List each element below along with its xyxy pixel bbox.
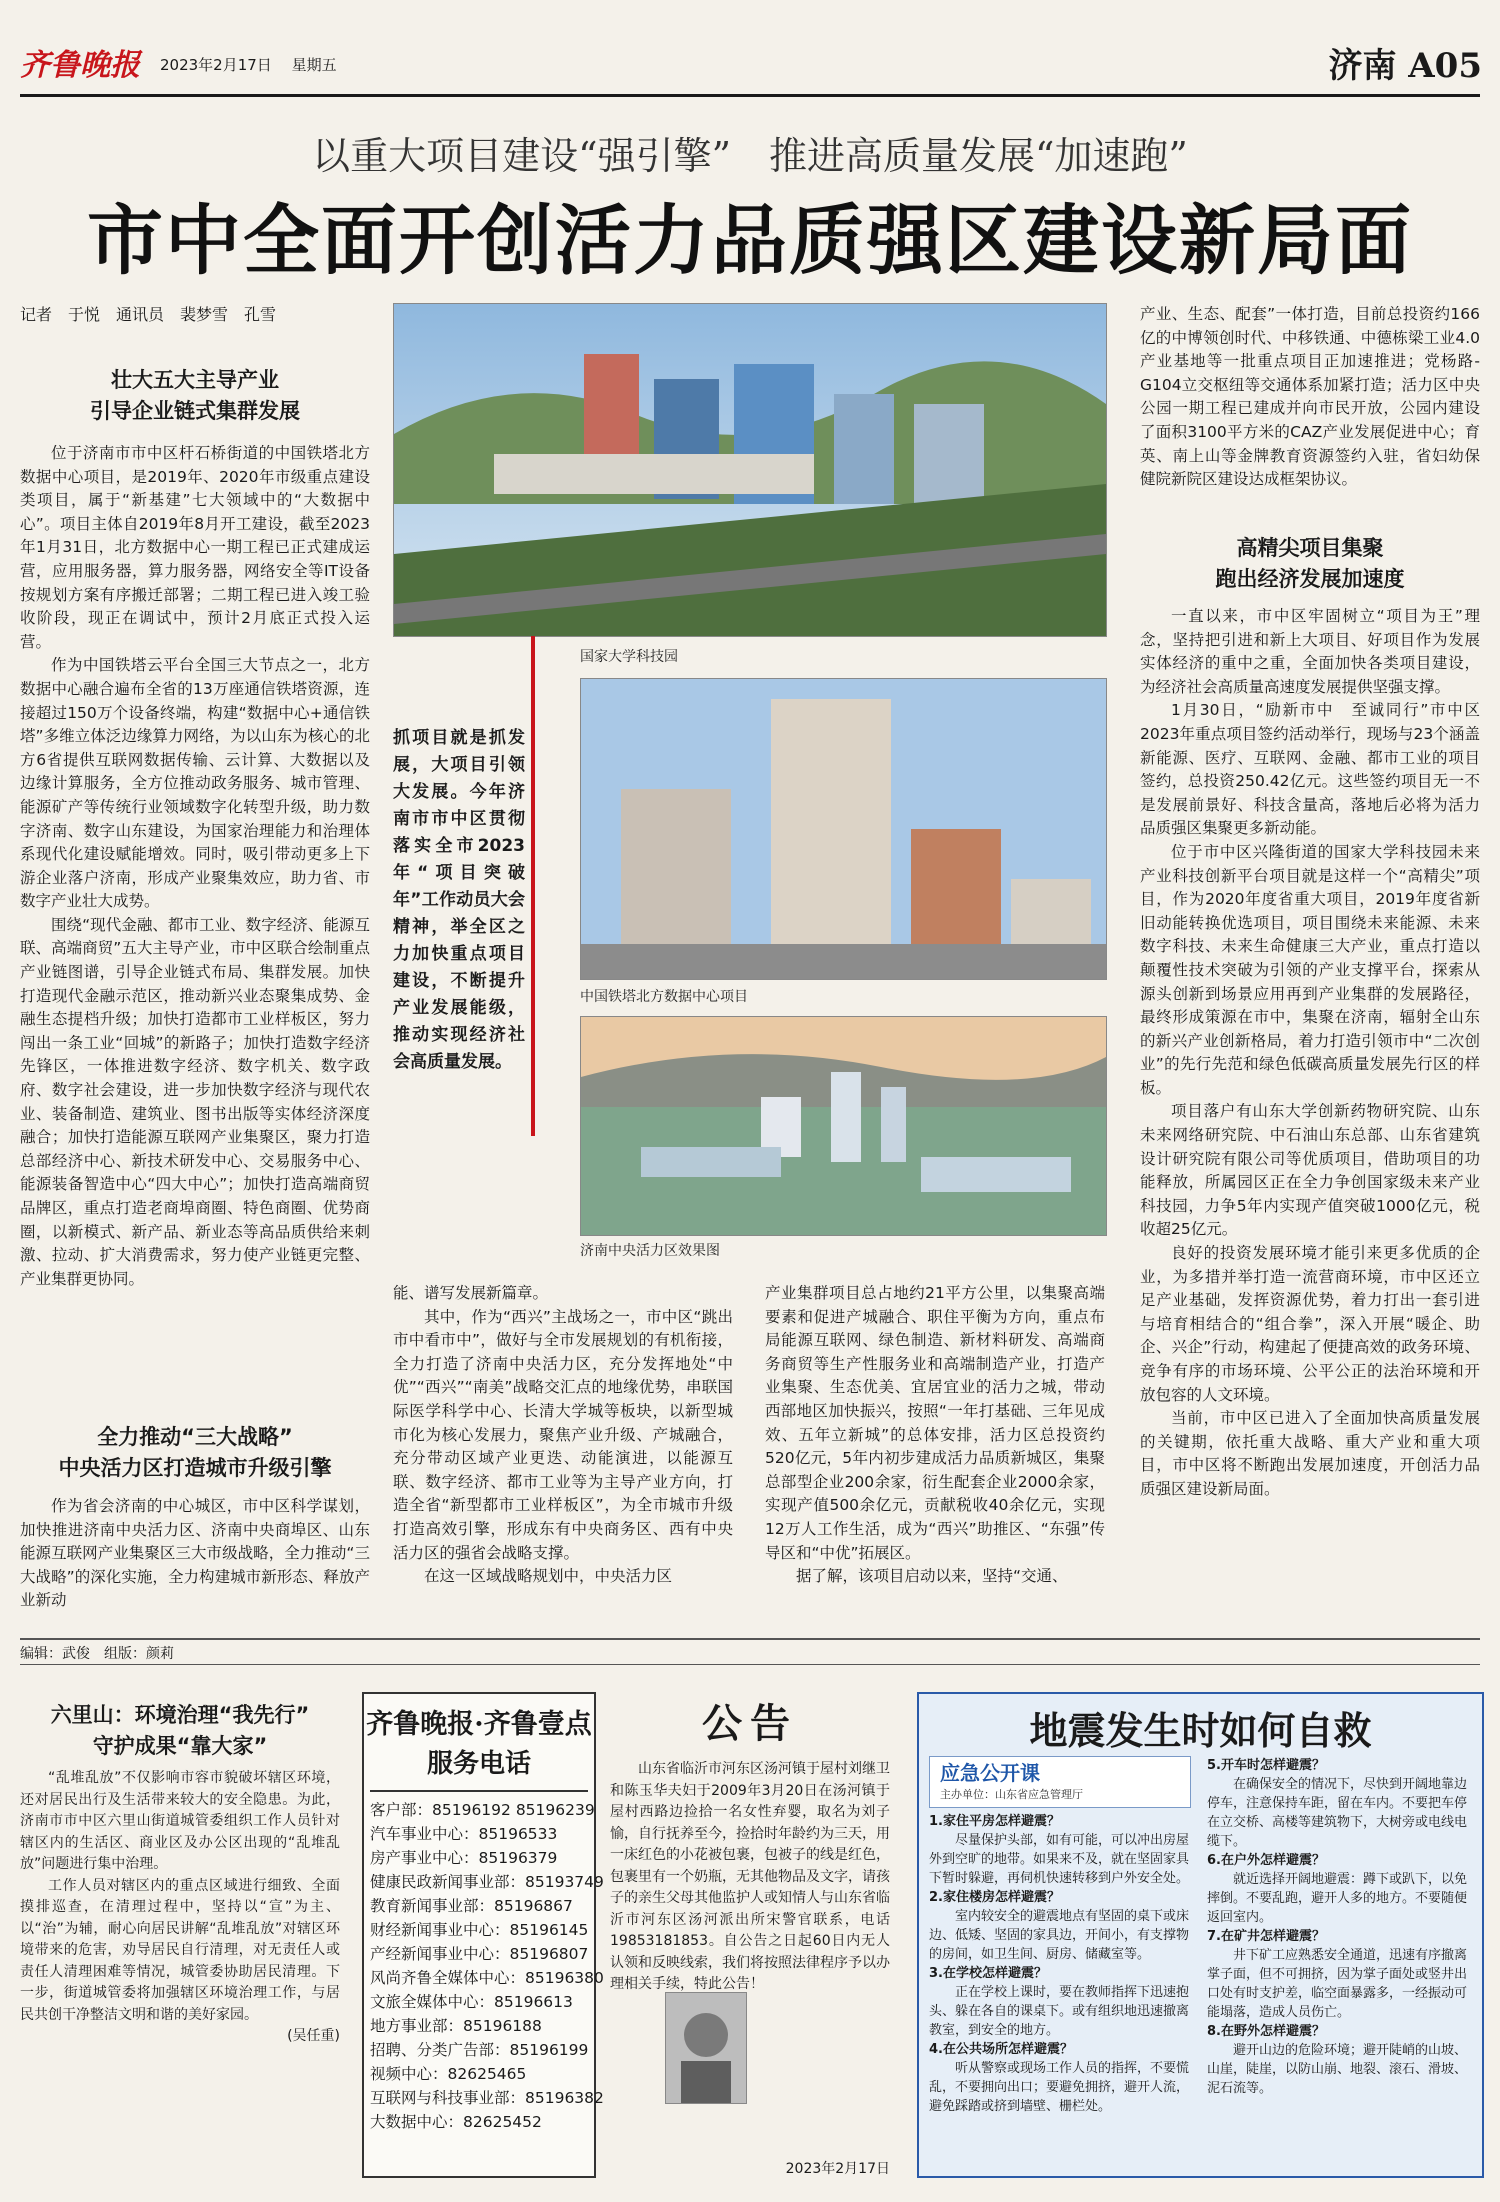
paragraph: 能、谱写发展新篇章。 [393, 1284, 549, 1302]
photo-caption: 国家大学科技园 [580, 649, 678, 665]
quake-host: 主办单位：山东省应急管理厅 [940, 1788, 1083, 1801]
quake-answer: 正在学校上课时，要在教师指挥下迅速抱头、躲在各自的课桌下。或有组织地迅速撤离教室，到安全的地方。 [929, 1985, 1190, 2038]
service-line: 视频中心：82625465 [370, 2065, 527, 2083]
paragraph: 位于济南市市中区杆石桥街道的中国铁塔北方数据中心项目，是2019年、2020年市级重点建设类项目，属于“新基建”七大领域中的“大数据中心”。项目主体自2019年8月开工建设，截至2023年1月31日，北方数据中心一期工程已正式建成运营，应用服务器，算力服务器，网络安全等IT设备按规划方案有序搬迁部署；二期工程已进入竣工验收阶段，现正在调试中，预计2月底正式投入运营。 [20, 444, 370, 651]
quake-answer: 听从警察或现场工作人员的指挥，不要慌乱，不要拥向出口；要避免拥挤，避开人流，避免踩踏或挤到墙壁、栅栏处。 [929, 2061, 1190, 2114]
cbd-render-image [581, 1017, 1106, 1235]
paragraph: 其中，作为“西兴”主战场之一，市中区“跳出市中看市中”，做好与全市发展规划的有机衔接，全力打造了济南中央活力区，充分发挥地处“中优”“西兴”“南美”战略交汇点的地缘优势，串联国际医学科学中心、长清大学城等板块，以新型城市化为核心发展力，聚焦产业升级、产城融合，充分带动区域产业更迭、动能演进，以能源互联、数字经济、都市工业等为主导产业方向，打造全省“新型都市工业样板区”，为全市城市升级打造高效引擎，形成东有中央商务区、西有中央活力区的强省会战略支撑。 [393, 1307, 733, 1562]
service-phone-box [362, 1692, 604, 2178]
service-list [370, 1790, 604, 2134]
pull-quote: 抓项目就是抓发展，大项目引领大发展。今年济南市市中区贯彻落实全市2023年“项目突破年”工作动员大会精神，举全区之力加快重点项目建设，不断提升产业发展能级，推动实现经济社会高质量发展。 [393, 728, 525, 1072]
notice-box [610, 1692, 890, 2177]
quake-question: 7.在矿井怎样避震？ [1207, 1929, 1325, 1944]
editor-line: 编辑：武俊 组版：颜莉 [20, 1646, 174, 1662]
service-line: 客户部：85196192 85196239 [370, 1801, 595, 1819]
quake-question: 3.在学校怎样避震？ [929, 1966, 1047, 1981]
photo-cbd-render [580, 1016, 1107, 1236]
section-divider [20, 1664, 1480, 1665]
section-heading-line: 壮大五大主导产业 [111, 368, 279, 392]
service-line: 招聘、分类广告部：85196199 [370, 2041, 589, 2059]
child-photo-image [666, 1993, 746, 2103]
paragraph: 项目落户有山东大学创新药物研究院、山东未来网络研究院、中石油山东总部、山东省建筑设计研究院有限公司等优质项目，借助项目的功能释放，所属园区正在全力争创国家级未来产业科技园，力争5年内实现产值突破1000亿元，税收超25亿元。 [1140, 1102, 1480, 1239]
section-divider [20, 1638, 1480, 1640]
headline-subtitle: 以重大项目建设“强引擎” 推进高质量发展“加速跑” [312, 134, 1188, 178]
section-heading-line: 全力推动“三大战略” [97, 1425, 293, 1449]
section-page [1328, 38, 1482, 87]
masthead-rule [20, 94, 1480, 97]
article-column-1 [20, 442, 370, 1442]
quake-answer: 室内较安全的避震地点有坚固的桌下或床边、低矮、坚固的家具边，开间小，有支撑物的房间，如卫生间、厨房、储藏室等。 [929, 1909, 1190, 1962]
quake-question: 5.开车时怎样避震？ [1207, 1758, 1325, 1773]
service-line: 健康民政新闻事业部：85193749 [370, 1873, 604, 1891]
service-line: 房产事业中心：85196379 [370, 1849, 558, 1867]
data-center-image [581, 679, 1106, 979]
section-heading-line: 中央活力区打造城市升级引擎 [58, 1456, 332, 1480]
brief-body [20, 1768, 340, 2178]
page-number: A05 [1408, 46, 1482, 86]
paragraph: 产业集群项目总占地约21平方公里，以集聚高端要素和促进产城融合、职住平衡为方向，重点布局能源互联网、绿色制造、新材料研发、高端商务商贸等生产性服务业和高端制造产业，打造产业集聚、生态优美、宜居宜业的活力之城，带动西部地区加快振兴，按照“一年打基础、三年见成效、五年立新城”的总体安排，活力区总投资约520亿元，5年内初步建成活力品质新城区，集聚总部型企业200余家，衍生配套企业2000余家，实现产值500余亿元，贡献税收40余亿元，实现12万人工作生活，成为“西兴”助推区、“东强”传导区和“中优”拓展区。 [765, 1284, 1105, 1562]
article-column-1b [20, 1495, 370, 1635]
issue-date [160, 54, 337, 75]
quake-answer: 就近选择开阔地避震：蹲下或趴下，以免摔倒。不要乱跑，避开人多的地方。不要随便返回室内。 [1207, 1872, 1468, 1925]
weekday-text: 星期五 [291, 56, 337, 74]
service-line: 文旅全媒体中心：85196613 [370, 1993, 573, 2011]
quake-answer: 在确保安全的情况下，尽快到开阔地靠边停车，注意保持车距，留在车内。不要把车停在立交桥、高楼等建筑物下，大树旁或电线电缆下。 [1207, 1777, 1468, 1849]
service-subtitle: 服务电话 [426, 1749, 531, 1779]
article-column-2 [393, 1282, 733, 1632]
quake-question: 2.家住楼房怎样避震？ [929, 1890, 1060, 1905]
brief-heading [20, 1700, 340, 1762]
service-line: 风尚齐鲁全媒体中心：85196380 [370, 1969, 604, 1987]
service-line: 大数据中心：82625452 [370, 2113, 542, 2131]
brief-heading-line: 守护成果“靠大家” [92, 1734, 268, 1758]
article-column-4 [1140, 303, 1480, 533]
notice-title: 公告 [702, 1700, 798, 1747]
quake-answer: 尽量保护头部，如有可能，可以冲出房屋外到空旷的地带。如果来不及，就在坚固家具下暂时躲避，再伺机快速转移到户外安全处。 [929, 1833, 1190, 1886]
service-line: 产经新闻事业中心：85196807 [370, 1945, 589, 1963]
section-heading-line: 引导企业链式集群发展 [90, 399, 300, 423]
byline: 记者 于悦 通讯员 裴梦雪 孔雪 [20, 305, 277, 324]
quake-answer: 井下矿工应熟悉安全通道，迅速有序撤离掌子面，但不可拥挤，因为掌子面处或竖井出口处有时支护差，临空面暴露多，一经振动可能塌落，造成人员伤亡。 [1207, 1948, 1468, 2020]
brief-heading-line: 六里山：环境治理“我先行” [50, 1703, 310, 1727]
section-heading-line: 跑出经济发展加速度 [1215, 567, 1405, 591]
paragraph: 1月30日，“励新市中 至诚同行”市中区2023年重点项目签约活动举行，现场与23个涵盖新能源、医疗、互联网、金融、都市工业的项目签约，总投资250.42亿元。这些签约项目无一不是发展前景好、科技含量高，落地后必将为活力品质强区集聚更多新动能。 [1140, 701, 1480, 838]
notice-body [610, 1759, 890, 2159]
article-column-4b [1140, 605, 1480, 1635]
paragraph: 山东省临沂市河东区汤河镇于屋村刘继卫和陈玉华夫妇于2009年3月20日在汤河镇于屋村西路边捡拾一名女性弃婴，取名为刘子愉，自行抚养至今，捡拾时年龄约为三天，用一床红色的小花被包裹，包被子的线是红色，包裹里有一个奶瓶，无其他物品及文字，请孩子的亲生父母其他监护人或知情人与山东省临沂市河东区汤河派出所宋警官联系，电话19853181853。自公告之日起60日内无人认领和反映线索，我们将按照法律程序予以办理相关手续，特此公告！ [610, 1761, 890, 1992]
service-line: 财经新闻事业中心：85196145 [370, 1921, 589, 1939]
paragraph: 位于市中区兴隆街道的国家大学科技园未来产业科技创新平台项目就是这样一个“高精尖”项目，作为2020年度省重大项目，2019年度省新旧动能转换优选项目，项目围绕未来能源、未来数字科技、未来生命健康三大产业，重点打造以颠覆性技术突破为引领的产业支撑平台，探索从源头创新到场景应用再到产业集群的发展路径，最终形成策源在市中，集聚在济南，辐射全山东的新兴产业创新格局，着力打造引领市中“二次创业”的先行先范和绿色低碳高质量发展先行区的样板。 [1140, 842, 1480, 1097]
paragraph: 据了解，该项目启动以来，坚持“交通、 [796, 1567, 1068, 1586]
quake-question: 1.家住平房怎样避震？ [929, 1814, 1060, 1829]
section-heading-line: 高精尖项目集聚 [1236, 536, 1384, 560]
photo-caption: 济南中央活力区效果图 [580, 1243, 720, 1259]
red-accent-bar [531, 636, 535, 1136]
section-heading-1 [20, 365, 370, 427]
quake-column-left [929, 1812, 1194, 2116]
earthquake-title: 地震发生时如何自救 [1029, 1708, 1372, 1753]
earthquake-box [917, 1692, 1484, 2178]
quake-column-right [1207, 1756, 1472, 2098]
paragraph: 一直以来，市中区牢固树立“项目为王”理念，坚持把引进和新上大项目、好项目作为发展实体经济的重中之重，全面加快各类项目建设，为经济社会高质量高速度发展提供坚强支撑。 [1140, 607, 1480, 696]
article-column-3 [765, 1282, 1105, 1632]
paragraph: 围绕“现代金融、都市工业、数字经济、能源互联、高端商贸”五大主导产业，市中区联合绘制重点产业链图谱，引导企业链式布局、集群发展。加快打造现代金融示范区，推动新兴业态聚集成势、金融生态提档升级；加快打造都市工业样板区，努力闯出一条工业“回城”的新路子；加快打造数字经济先锋区，一体推进数字经济、数字机关、数字政府、数字社会建设，进一步加快数字经济与现代农业、装备制造、建筑业、图书出版等实体经济深度融合；加快打造能源互联网产业集聚区，聚力打造总部经济中心、新技术研发中心、交易服务中心、能源装备智造中心“四大中心”；加快打造高端商贸品牌区，重点打造老商埠商圈、特色商圈、优势商圈，以新模式、新产品、新业态等高品质供给来刺激、拉动、扩大消费需求，努力使产业链更完整、产业集群更协同。 [20, 915, 370, 1288]
child-photo [665, 1992, 747, 2104]
service-title: 齐鲁晚报·齐鲁壹点 [366, 1709, 592, 1740]
brief-author: (吴任重) [287, 2028, 340, 2044]
paragraph: 良好的投资发展环境才能引来更多优质的企业，为多措并举打造一流营商环境，市中区还立足产业基础，发挥资源优势，着力打出一套引进与培育相结合的“组合拳”，深入开展“暖企、助企、兴企”行动，构建起了便捷高效的政务环境、竞争有序的市场环境、公平公正的法治环境和开放包容的人文环境。 [1140, 1244, 1480, 1404]
section-heading-3 [1140, 533, 1480, 595]
paragraph: “乱堆乱放”不仅影响市容市貌破坏辖区环境，还对居民出行及生活带来较大的安全隐患。为此，济南市市中区六里山街道城管委组织工作人员针对辖区内的生活区、商业区及办公区出现的“乱堆乱放”问题进行集中治理。 [20, 1770, 340, 1872]
headline-title: 市中全面开创活力品质强区建设新局面 [87, 196, 1413, 285]
date-text: 2023年2月17日 [160, 56, 272, 74]
paragraph: 作为中国铁塔云平台全国三大节点之一，北方数据中心融合遍布全省的13万座通信铁塔资源，连接超过150万个设备终端，构建“数据中心+通信铁塔”多维立体泛边缘算力网络，为以山东为核心的北方6省提供互联网数据传输、云计算、大数据以及边缘计算服务，全方位推动政务服务、城市管理、能源矿产等传统行业领域数字化转型升级，助力数字济南、数字山东建设，为国家治理能力和治理体系现代化建设赋能增效。同时，吸引带动更多上下游企业落户济南，形成产业聚集效应，助力省、市数字产业壮大成势。 [20, 656, 370, 911]
science-park-image [394, 304, 1106, 636]
paragraph: 在这一区域战略规划中，中央活力区 [424, 1567, 673, 1586]
service-line: 汽车事业中心：85196533 [370, 1825, 558, 1843]
newspaper-logo: 齐鲁晚报 [20, 48, 140, 83]
paragraph: 作为省会济南的中心城区，市中区科学谋划，加快推进济南中央活力区、济南中央商埠区、山东能源互联网产业集聚区三大市级战略，全力推动“三大战略”的深化实施，全力构建城市新形态、释放产业新动 [20, 1497, 370, 1610]
quake-question: 6.在户外怎样避震？ [1207, 1853, 1325, 1868]
photo-caption: 中国铁塔北方数据中心项目 [580, 989, 748, 1005]
quake-answer: 避开山边的危险环境；避开陡峭的山坡、山崖，陡崖，以防山崩、地裂、滚石、滑坡、泥石流等。 [1207, 2043, 1468, 2096]
photo-science-park [393, 303, 1107, 637]
photo-data-center [580, 678, 1107, 980]
quake-question: 4.在公共场所怎样避震？ [929, 2042, 1073, 2057]
service-line: 互联网与科技事业部：85196382 [370, 2089, 604, 2107]
paragraph: 工作人员对辖区内的重点区域进行细致、全面摸排巡查，在清理过程中，坚持以“宣”为主、以“治”为辅，耐心向居民讲解“乱堆乱放”对辖区环境带来的危害，劝导居民自行清理，对无责任人或责任人清理困难等情况，城管委协助居民清理。下一步，街道城管委将加强辖区环境治理工作，与居民共创干净整洁文明和谐的美好家园。 [20, 1877, 340, 2023]
service-line: 地方事业部：85196188 [370, 2017, 542, 2035]
quake-banner [929, 1756, 1191, 1808]
service-line: 教育新闻事业部：85196867 [370, 1897, 573, 1915]
section-heading-2 [20, 1422, 370, 1484]
section-name: 济南 [1328, 46, 1397, 86]
quake-banner-title: 应急公开课 [940, 1761, 1040, 1785]
paragraph: 产业、生态、配套”一体打造，目前总投资约166亿的中博领创时代、中移铁通、中德栋梁工业4.0产业基地等一批重点项目正加速推进；党杨路-G104立交枢纽等交通体系加紧打造；活力区中央公园一期工程已建成并向市民开放，公园内建设了面积3100平方米的CAZ产业发展促进中心；育英、南上山等金牌教育资源签约入驻，省妇幼保健院新院区建设达成框架协议。 [1140, 305, 1480, 489]
notice-date: 2023年2月17日 [785, 2161, 890, 2177]
quake-question: 8.在野外怎样避震？ [1207, 2024, 1325, 2039]
paragraph: 当前，市中区已进入了全面加快高质量发展的关键期，依托重大战略、重大产业和重大项目，市中区将不断跑出发展加速度，开创活力品质强区建设新局面。 [1140, 1409, 1480, 1498]
